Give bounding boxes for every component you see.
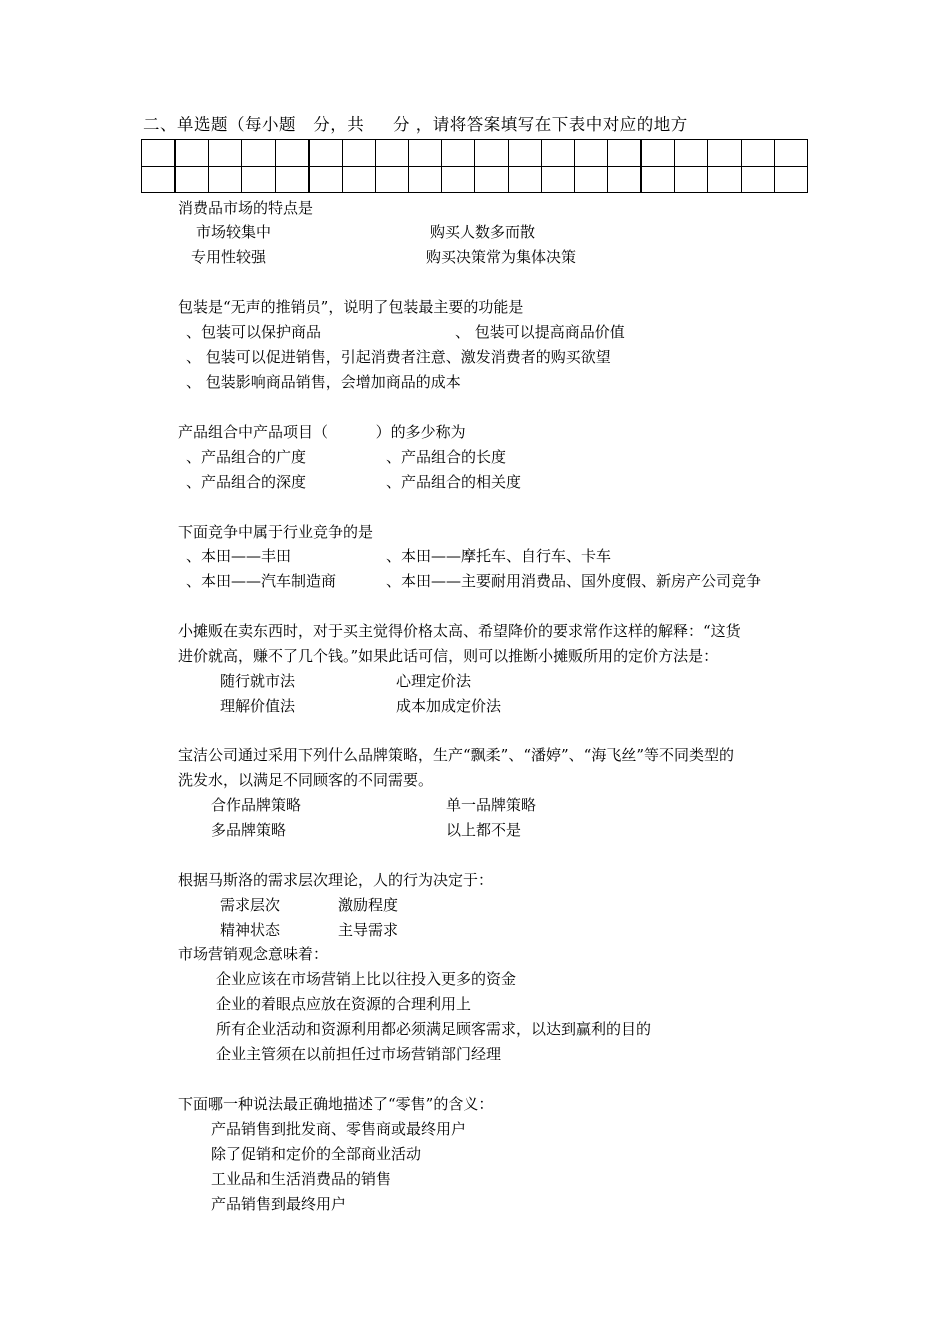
- q4-option-c: 、本田——汽车制造商: [186, 572, 337, 590]
- q7-option-d: 主导需求: [338, 921, 399, 939]
- answer-cell: [508, 140, 541, 167]
- q6-stem-line1: 宝洁公司通过采用下列什么品牌策略，生产“飘柔”、“潘婷”、“海飞丝”等不同类型的: [178, 746, 735, 764]
- q7-stem: 根据马斯洛的需求层次理论，人的行为决定于：: [178, 871, 494, 889]
- q5-option-a: 随行就市法: [220, 672, 296, 690]
- answer-cell: [608, 166, 642, 193]
- answer-cell: [242, 166, 275, 193]
- answer-cell: [442, 166, 475, 193]
- answer-cell: [409, 140, 442, 167]
- q5-stem-line1: 小摊贩在卖东西时，对于买主觉得价格太高、希望降价的要求常作这样的解释：“这货: [178, 622, 741, 640]
- answer-cell: [409, 166, 442, 193]
- q5-option-c: 理解价值法: [220, 697, 296, 715]
- answer-cell: [508, 166, 541, 193]
- q3-option-c: 、产品组合的深度: [186, 473, 307, 491]
- q3-option-d: 、产品组合的相关度: [386, 473, 522, 491]
- q4-option-d: 、本田——主要耐用消费品、国外度假、新房产公司竞争: [386, 572, 762, 590]
- answer-cell: [209, 166, 242, 193]
- q7-option-c: 精神状态: [220, 921, 281, 939]
- answer-cell: [142, 166, 176, 193]
- q9-stem: 下面哪一种说法最正确地描述了“零售”的含义：: [178, 1095, 494, 1113]
- q3-stem: 产品组合中产品项目（ ）的多少称为: [178, 423, 466, 441]
- q6-option-b: 单一品牌策略: [446, 796, 537, 814]
- q9-option-d: 产品销售到最终用户: [211, 1195, 347, 1213]
- q5-option-d: 成本加成定价法: [396, 697, 502, 715]
- q7-option-a: 需求层次: [220, 896, 281, 914]
- q4-option-a: 、本田——丰田: [186, 547, 292, 565]
- answer-cell: [741, 166, 774, 193]
- q1-option-c: 专用性较强: [191, 248, 267, 266]
- q4-option-b: 、本田——摩托车、自行车、卡车: [386, 547, 612, 565]
- q8-option-d: 企业主管须在以前担任过市场营销部门经理: [216, 1045, 502, 1063]
- q1-option-a: 市场较集中: [196, 223, 272, 241]
- q8-stem: 市场营销观念意味着：: [178, 945, 329, 963]
- answer-cell: [574, 140, 607, 167]
- q5-stem-line2: 进价就高，赚不了几个钱。”如果此话可信，则可以推断小摊贩所用的定价方法是：: [178, 647, 719, 665]
- answer-cell: [741, 140, 774, 167]
- answer-cell: [475, 166, 508, 193]
- q1-stem: 消费品市场的特点是: [178, 199, 314, 217]
- answer-cell: [242, 140, 275, 167]
- answer-cell: [708, 140, 741, 167]
- answer-cell: [209, 140, 242, 167]
- answer-cell: [309, 166, 343, 193]
- q2-option-d: 、 包装影响商品销售，会增加商品的成本: [186, 373, 461, 391]
- q3-option-b: 、产品组合的长度: [386, 448, 507, 466]
- q8-option-b: 企业的着眼点应放在资源的合理利用上: [216, 995, 472, 1013]
- answer-cell: [641, 140, 675, 167]
- q8-option-c: 所有企业活动和资源利用都必须满足顾客需求，以达到赢利的目的: [216, 1020, 652, 1038]
- q6-option-c: 多品牌策略: [211, 821, 287, 839]
- answer-cell: [708, 166, 741, 193]
- answer-cell: [142, 140, 176, 167]
- answer-cell: [675, 140, 708, 167]
- q4-stem: 下面竞争中属于行业竞争的是: [178, 523, 374, 541]
- answer-cell: [541, 166, 574, 193]
- answer-cell: [641, 166, 675, 193]
- q9-option-b: 除了促销和定价的全部商业活动: [211, 1145, 422, 1163]
- answer-cell: [574, 166, 607, 193]
- answer-cell: [475, 140, 508, 167]
- answer-cell: [275, 140, 309, 167]
- answer-cell: [342, 140, 375, 167]
- answer-cell: [774, 140, 807, 167]
- answer-cell: [175, 166, 209, 193]
- answer-table-row: [142, 166, 808, 193]
- answer-cell: [774, 166, 807, 193]
- answer-cell: [309, 140, 343, 167]
- answer-cell: [541, 140, 574, 167]
- q9-option-c: 工业品和生活消费品的销售: [211, 1170, 392, 1188]
- q1-option-b: 购买人数多而散: [430, 223, 536, 241]
- q6-option-d: 以上都不是: [446, 821, 522, 839]
- q2-option-a: 、包装可以保护商品: [186, 323, 322, 341]
- q1-option-d: 购买决策常为集体决策: [426, 248, 577, 266]
- q7-option-b: 激励程度: [338, 896, 399, 914]
- answer-cell: [342, 166, 375, 193]
- answer-cell: [442, 140, 475, 167]
- q8-option-a: 企业应该在市场营销上比以往投入更多的资金: [216, 970, 517, 988]
- q5-option-b: 心理定价法: [396, 672, 472, 690]
- q6-stem-line2: 洗发水，以满足不同顾客的不同需要。: [178, 771, 434, 789]
- answer-cell: [376, 166, 409, 193]
- q2-option-b: 、 包装可以提高商品价值: [455, 323, 625, 341]
- q2-stem: 包装是“无声的推销员”，说明了包装最主要的功能是: [178, 298, 524, 316]
- section-heading: 二、单选题（每小题 分，共 分 ，请将答案填写在下表中对应的地方: [143, 115, 688, 134]
- answer-table: [141, 139, 808, 193]
- q9-option-a: 产品销售到批发商、零售商或最终用户: [211, 1120, 467, 1138]
- answer-cell: [275, 166, 309, 193]
- answer-cell: [675, 166, 708, 193]
- q6-option-a: 合作品牌策略: [211, 796, 302, 814]
- answer-cell: [608, 140, 642, 167]
- answer-table-row: [142, 140, 808, 167]
- q3-option-a: 、产品组合的广度: [186, 448, 307, 466]
- answer-cell: [175, 140, 209, 167]
- q2-option-c: 、 包装可以促进销售，引起消费者注意、激发消费者的购买欲望: [186, 348, 611, 366]
- answer-cell: [376, 140, 409, 167]
